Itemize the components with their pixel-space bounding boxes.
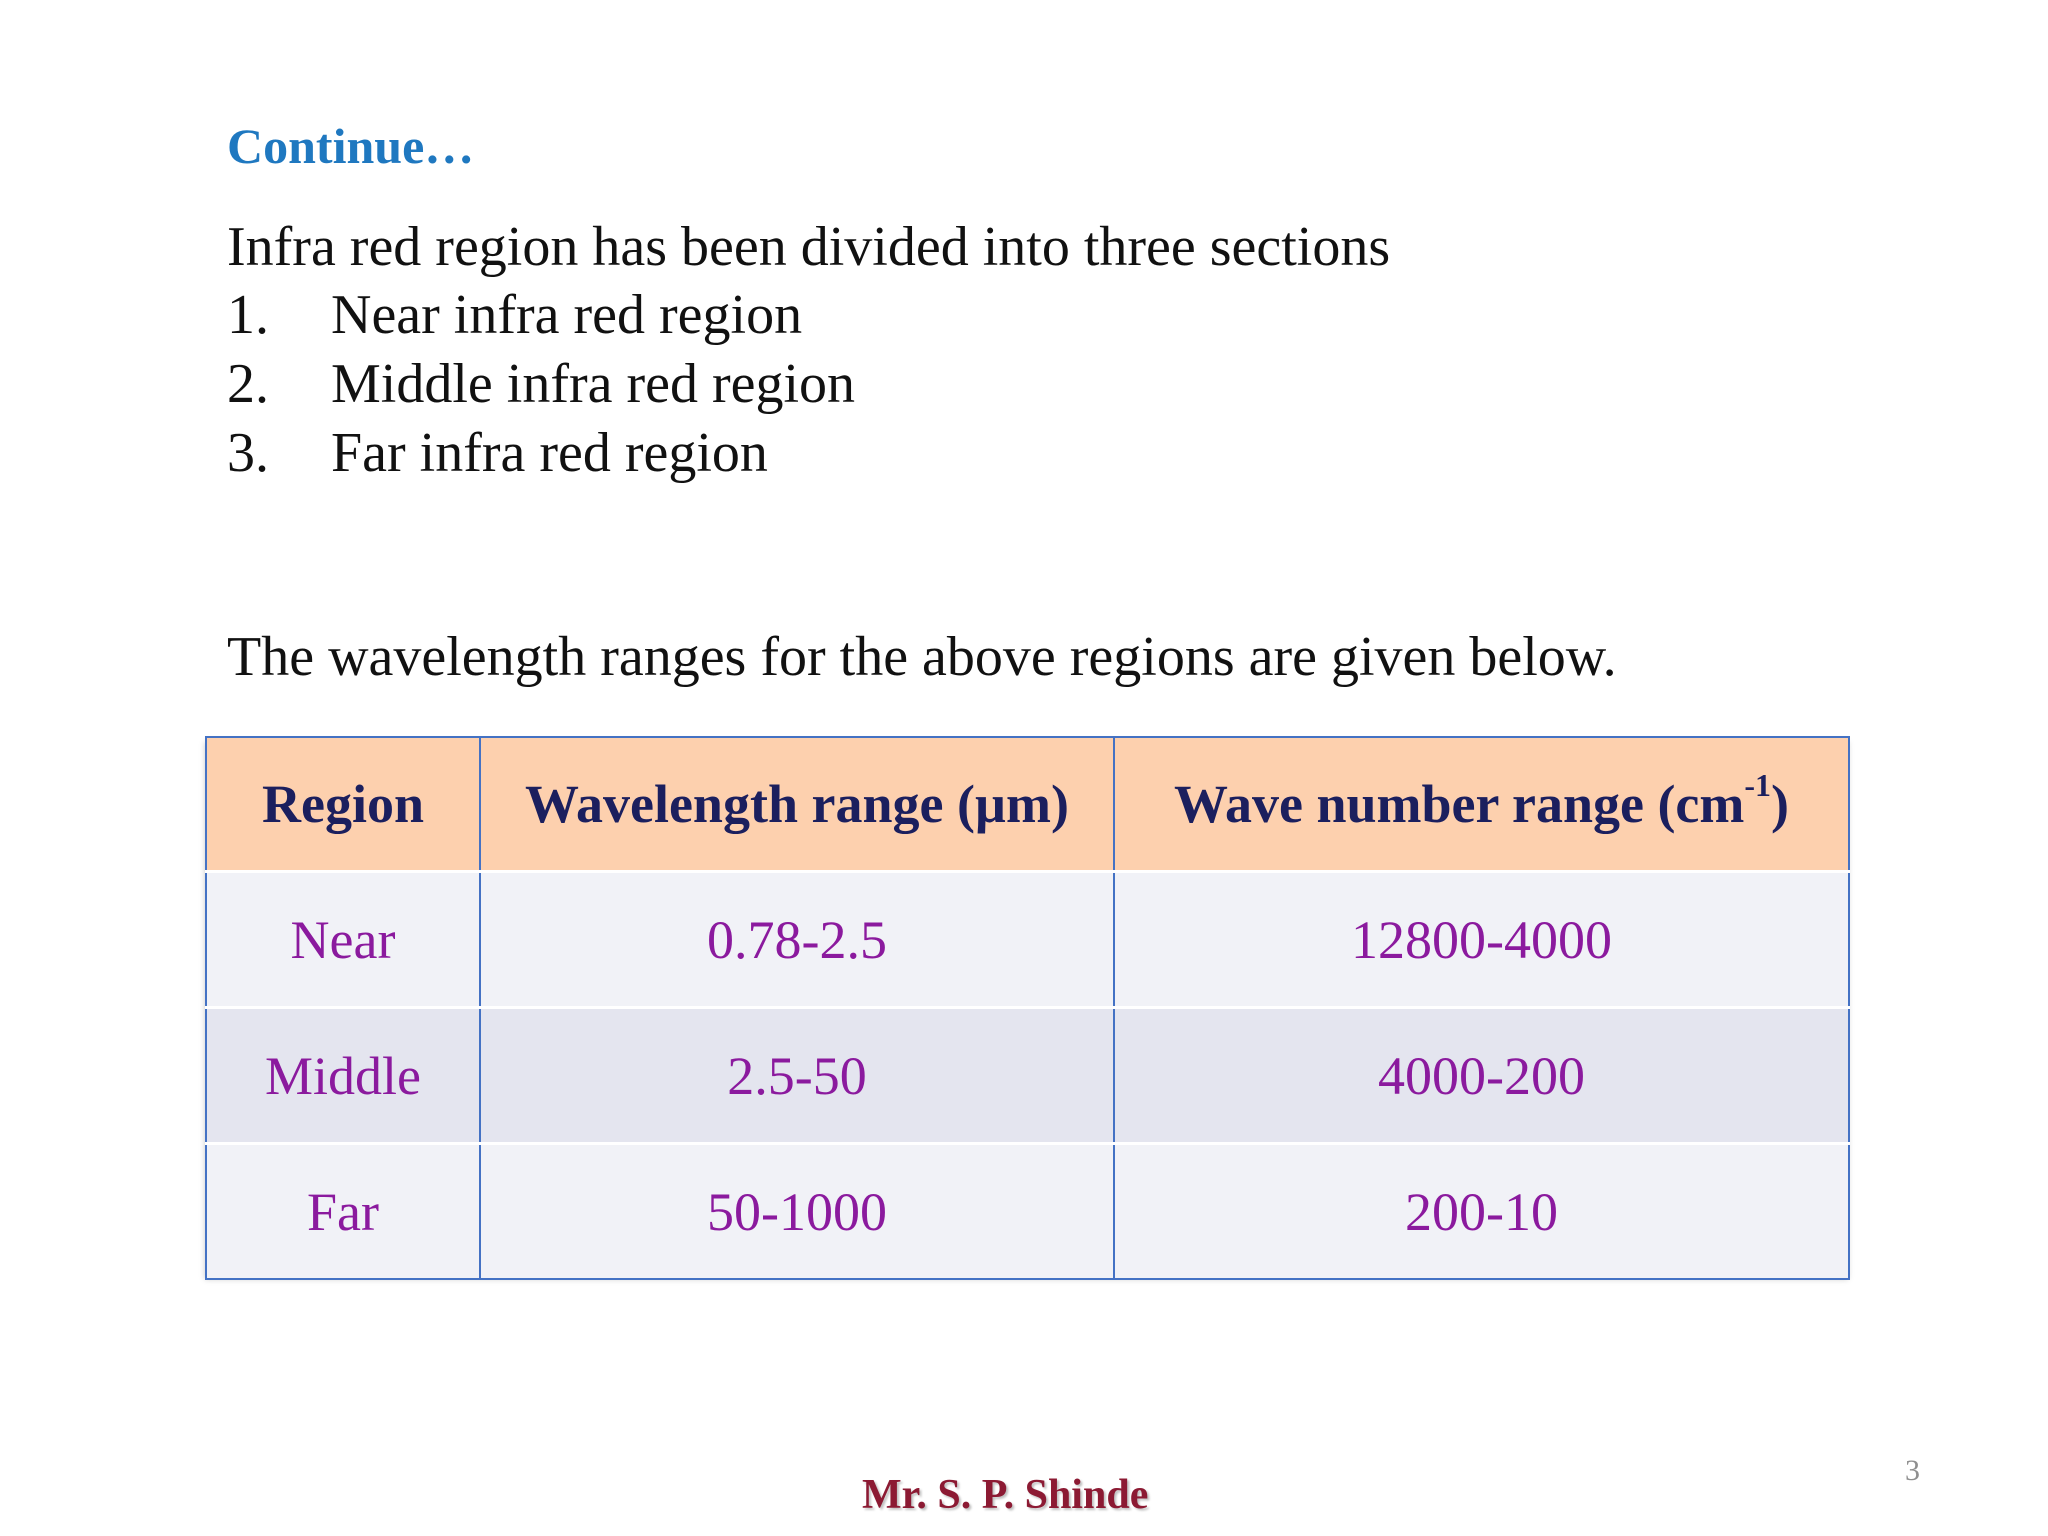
header-wave-number-exponent: -1 <box>1744 767 1772 803</box>
table-caption: The wavelength ranges for the above regions are given below. <box>227 626 1617 688</box>
list-item-number: 1. <box>227 284 269 346</box>
slide-heading: Continue… <box>227 118 475 174</box>
table-header-row <box>206 737 1849 872</box>
cell-region: Far <box>206 1144 480 1280</box>
cell-wavelength: 50-1000 <box>480 1144 1114 1280</box>
sections-list <box>227 281 855 488</box>
cell-wave-number: 4000-200 <box>1114 1008 1849 1144</box>
header-wave-number-close: ) <box>1771 774 1790 834</box>
cell-region: Near <box>206 872 480 1008</box>
header-region: Region <box>206 737 480 872</box>
ir-ranges-table <box>205 736 1850 1280</box>
list-item-number: 2. <box>227 353 269 415</box>
list-item <box>227 350 855 419</box>
header-wave-number-text: Wave number range (cm <box>1173 774 1745 834</box>
page-number: 3 <box>1905 1454 1920 1487</box>
table-row <box>206 872 1849 1008</box>
list-item-number: 3. <box>227 422 269 484</box>
list-item-text: Near infra red region <box>331 284 803 346</box>
header-wave-number <box>1114 737 1849 872</box>
cell-region: Middle <box>206 1008 480 1144</box>
list-item-text: Middle infra red region <box>331 353 856 415</box>
cell-wave-number: 12800-4000 <box>1114 872 1849 1008</box>
cell-wavelength: 2.5-50 <box>480 1008 1114 1144</box>
table-row <box>206 1144 1849 1280</box>
list-item-text: Far infra red region <box>331 422 768 484</box>
intro-text: Infra red region has been divided into three sections <box>227 216 1391 278</box>
ranges-table-container <box>205 736 1848 1273</box>
table-row <box>206 1008 1849 1144</box>
list-item <box>227 281 855 350</box>
cell-wave-number: 200-10 <box>1114 1144 1849 1280</box>
header-wavelength: Wavelength range (µm) <box>480 737 1114 872</box>
list-item <box>227 419 855 488</box>
author-footer: Mr. S. P. Shinde <box>862 1472 1149 1518</box>
cell-wavelength: 0.78-2.5 <box>480 872 1114 1008</box>
